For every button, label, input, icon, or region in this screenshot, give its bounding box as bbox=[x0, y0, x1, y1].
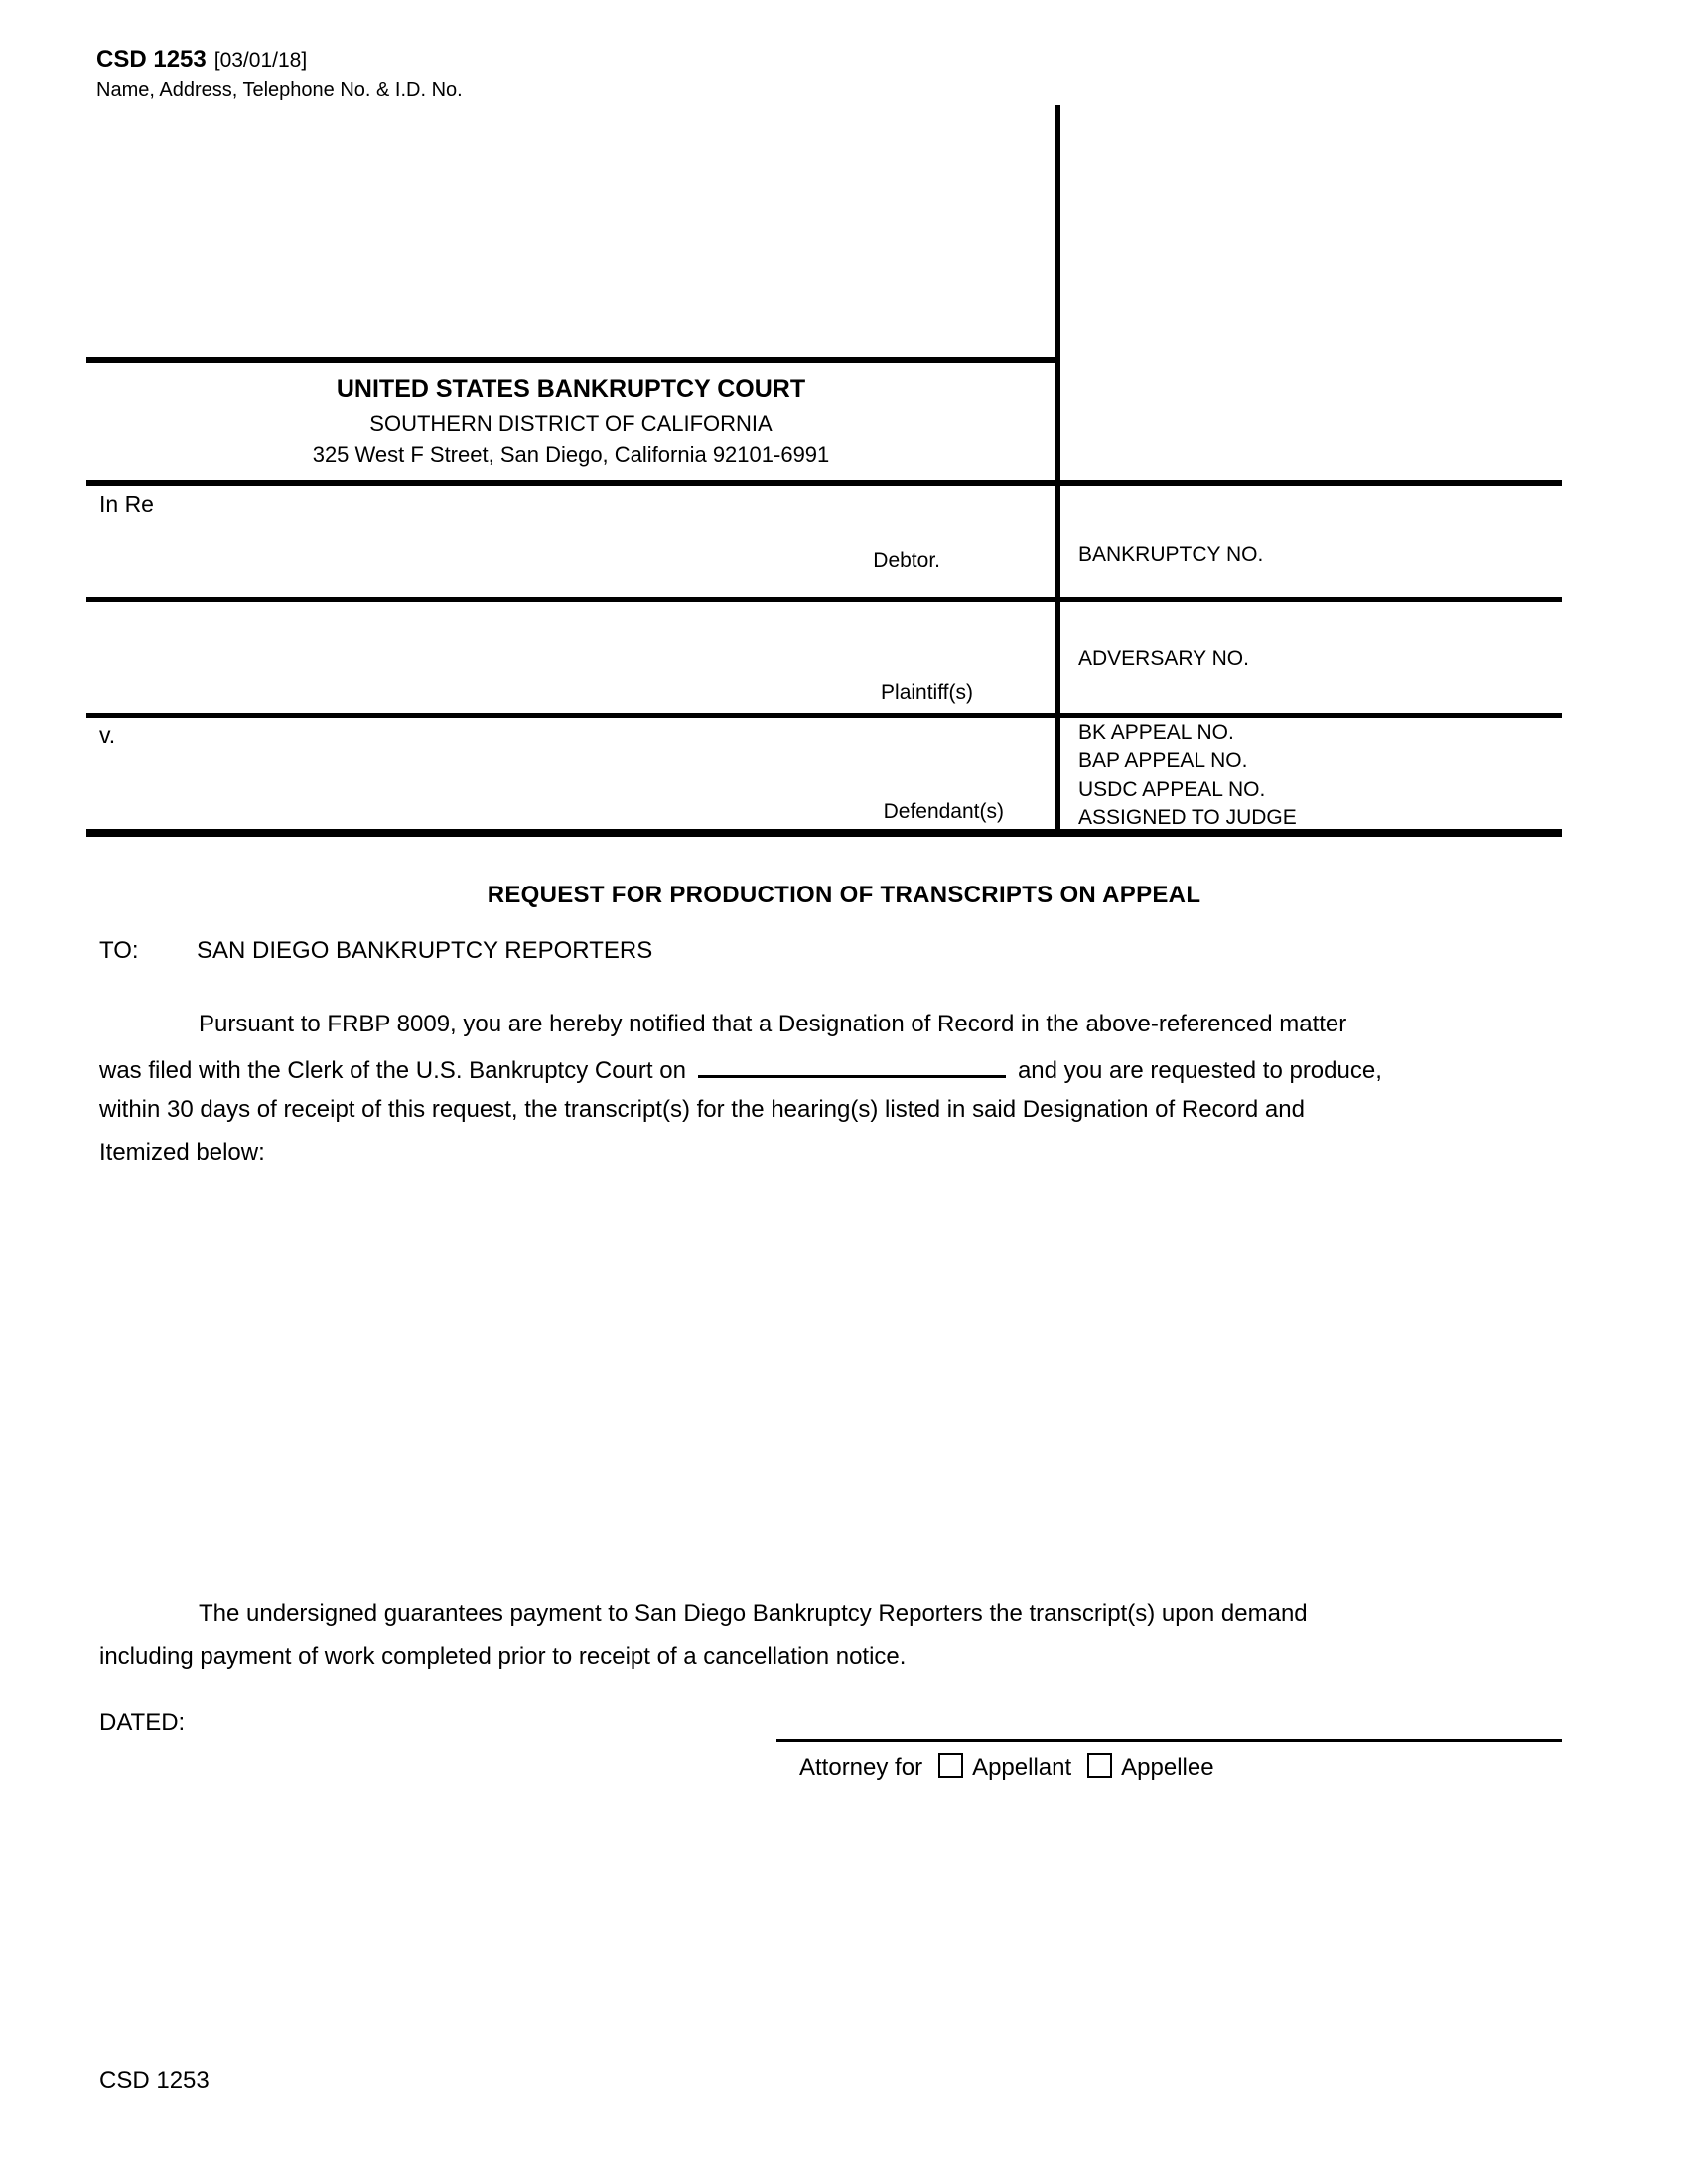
form-id-header bbox=[96, 46, 307, 73]
adversary-no-label: ADVERSARY NO. bbox=[1078, 647, 1249, 670]
bap-appeal-no-label: BAP APPEAL NO. bbox=[1078, 750, 1248, 772]
attorney-for-label: Attorney for bbox=[799, 1754, 923, 1781]
document-title: REQUEST FOR PRODUCTION OF TRANSCRIPTS ON APPEAL bbox=[487, 882, 1201, 908]
appellee-checkbox[interactable] bbox=[1087, 1753, 1112, 1778]
appellant-label: Appellant bbox=[972, 1754, 1072, 1781]
court-header-top-border bbox=[86, 357, 1060, 363]
footer-form-id: CSD 1253 bbox=[99, 2067, 210, 2094]
assigned-to-judge-label: ASSIGNED TO JUDGE bbox=[1078, 806, 1297, 829]
request-line2-after-blank: and you are requested to produce, bbox=[1017, 1057, 1382, 1084]
appellee-label: Appellee bbox=[1121, 1754, 1214, 1781]
caption-row1-top-border bbox=[86, 480, 1562, 486]
to-label: TO: bbox=[99, 937, 139, 964]
caption-row3-top-border bbox=[86, 713, 1562, 718]
caption-bottom-border bbox=[86, 829, 1562, 837]
caption-row2-top-border bbox=[86, 597, 1562, 602]
versus-label: v. bbox=[99, 722, 116, 748]
plaintiffs-label: Plaintiff(s) bbox=[881, 681, 973, 704]
filing-date-blank[interactable] bbox=[698, 1053, 1006, 1078]
to-value: SAN DIEGO BANKRUPTCY REPORTERS bbox=[197, 937, 653, 964]
request-line2-before-blank: was filed with the Clerk of the U.S. Bankruptcy Court on bbox=[99, 1057, 686, 1084]
form-revision-date: [03/01/18] bbox=[213, 49, 308, 71]
debtor-label: Debtor. bbox=[873, 549, 940, 572]
bankruptcy-no-label: BANKRUPTCY NO. bbox=[1078, 543, 1264, 566]
request-paragraph-line3: within 30 days of receipt of this request, the transcript(s) for the hearing(s) listed in said Designation of Record and bbox=[99, 1096, 1305, 1123]
guarantee-paragraph-line1: The undersigned guarantees payment to San Diego Bankruptcy Reporters the transcript(s) upon demand bbox=[199, 1600, 1308, 1627]
form-id-text: CSD 1253 bbox=[96, 46, 207, 72]
bk-appeal-no-label: BK APPEAL NO. bbox=[1078, 721, 1234, 744]
court-header bbox=[86, 375, 1055, 468]
appellant-checkbox[interactable] bbox=[938, 1753, 963, 1778]
court-address: 325 West F Street, San Diego, California 92101-6991 bbox=[312, 442, 830, 467]
defendants-label: Defendant(s) bbox=[883, 800, 1004, 823]
request-paragraph-line1: Pursuant to FRBP 8009, you are hereby notified that a Designation of Record in the above-referenced matter bbox=[199, 1011, 1347, 1037]
usdc-appeal-no-label: USDC APPEAL NO. bbox=[1078, 778, 1266, 801]
caption-vertical-divider bbox=[1055, 105, 1060, 837]
dated-label: DATED: bbox=[99, 1709, 186, 1736]
guarantee-paragraph-line2: including payment of work completed prior to receipt of a cancellation notice. bbox=[99, 1643, 907, 1670]
request-paragraph-line4: Itemized below: bbox=[99, 1139, 265, 1165]
name-address-label: Name, Address, Telephone No. & I.D. No. bbox=[96, 79, 463, 101]
request-paragraph-line2 bbox=[99, 1053, 1382, 1085]
signature-line[interactable] bbox=[776, 1739, 1562, 1742]
attorney-for-row bbox=[799, 1753, 1214, 1782]
court-district: SOUTHERN DISTRICT OF CALIFORNIA bbox=[369, 411, 773, 436]
court-name: UNITED STATES BANKRUPTCY COURT bbox=[336, 375, 806, 403]
in-re-label: In Re bbox=[99, 491, 154, 517]
